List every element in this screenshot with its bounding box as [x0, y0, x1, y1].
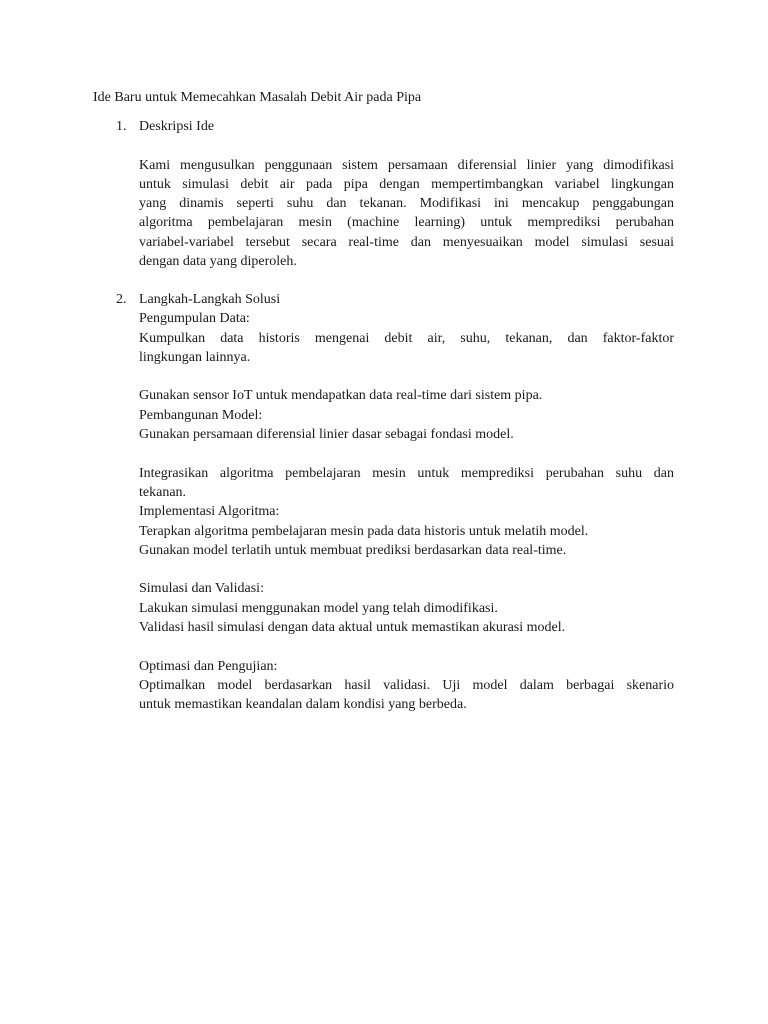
step-line: Gunakan sensor IoT untuk mendapatkan data real-time dari sistem pipa. [139, 388, 543, 404]
step-line: Gunakan persamaan diferensial linier dasar sebagai fondasi model. [139, 427, 514, 443]
step-heading: Optimasi dan Pengujian: [139, 658, 278, 674]
section-number: 1. [116, 119, 127, 134]
section-body [139, 117, 674, 271]
step-heading: Pembangunan Model: [139, 407, 263, 423]
paragraph-line: dengan data yang diperoleh. [139, 254, 297, 270]
paragraph-line: variabel-variabel tersebut secara real-time dan menyesuaikan model simulasi sesuai [139, 234, 674, 250]
section-number: 2. [116, 292, 127, 307]
step-line: Integrasikan algoritma pembelajaran mesin untuk memprediksi perubahan suhu dan [139, 465, 674, 481]
section-heading: Langkah-Langkah Solusi [139, 292, 281, 307]
step-line: tekanan. [139, 484, 187, 500]
paragraph-line: algoritma pembelajaran mesin (machine learning) untuk memprediksi perubahan [139, 215, 674, 231]
document-title: Ide Baru untuk Memecahkan Masalah Debit Air pada Pipa [93, 90, 422, 105]
step-line: Optimalkan model berdasarkan hasil validasi. Uji model dalam berbagai skenario [139, 677, 674, 693]
step-line: Kumpulkan data historis mengenai debit air, suhu, tekanan, dan faktor-faktor [139, 330, 674, 346]
step-line: Gunakan model terlatih untuk membuat prediksi berdasarkan data real-time. [139, 542, 567, 558]
section-body [139, 290, 674, 715]
step-line: lingkungan lainnya. [139, 349, 251, 365]
paragraph-line: yang dinamis seperti suhu dan tekanan. Modifikasi ini mencakup penggabungan [139, 196, 674, 212]
step-heading: Implementasi Algoritma: [139, 504, 280, 520]
step-heading: Pengumpulan Data: [139, 311, 250, 327]
step-line: untuk memastikan keandalan dalam kondisi yang berbeda. [139, 697, 467, 713]
step-line: Lakukan simulasi menggunakan model yang telah dimodifikasi. [139, 600, 498, 616]
section-heading: Deskripsi Ide [139, 119, 215, 134]
step-line: Terapkan algoritma pembelajaran mesin pada data historis untuk melatih model. [139, 523, 589, 539]
step-line: Validasi hasil simulasi dengan data aktual untuk memastikan akurasi model. [139, 620, 566, 636]
step-heading: Simulasi dan Validasi: [139, 581, 264, 597]
paragraph-line: Kami mengusulkan penggunaan sistem persamaan diferensial linier yang dimodifikasi [139, 157, 674, 173]
paragraph-line: untuk simulasi debit air pada pipa dengan mempertimbangkan variabel lingkungan [139, 176, 674, 192]
